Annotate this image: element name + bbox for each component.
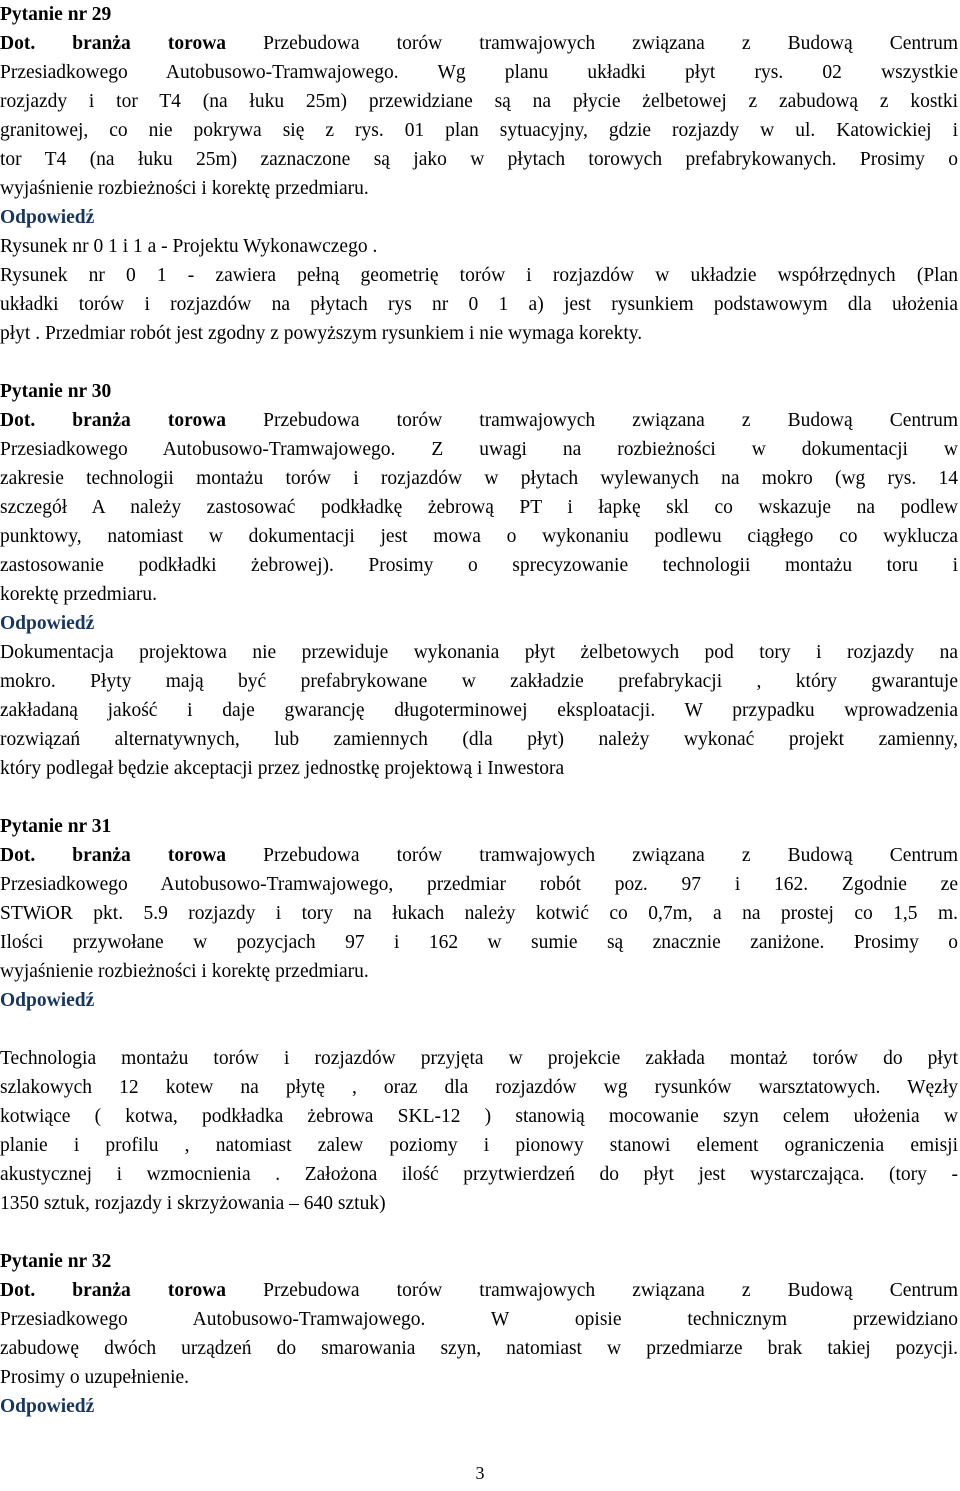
lines-line — [0, 928, 958, 957]
line-text: szlakowych 12 kotew na płytę , oraz dla rozjazdów wg rysunków warsztatowych. Węzły — [0, 1077, 958, 1098]
line-text: Ilości przywołane w pozycjach 97 i 162 w sumie są znacznie zaniżone. Prosimy o — [0, 932, 958, 953]
line-text: Przesiadkowego Autobusowo-Tramwajowego. Wg planu układki płyt rys. 02 wszystkie — [0, 62, 958, 83]
line-text: zakresie technologii montażu torów i rozjazdów w płytach wylewanych na mokro (wg rys. 14 — [0, 468, 958, 489]
answer_lines-line — [0, 232, 958, 261]
line-text: rozjazdy i tor T4 (na łuku 25m) przewidziane są na płycie żelbetowej z zabudową z kostki — [0, 91, 958, 112]
lines-line — [0, 145, 958, 174]
lines-line — [0, 58, 958, 87]
answer_lines-line — [0, 1102, 958, 1131]
lines-line — [0, 1305, 958, 1334]
line-text: zabudowę dwóch urządzeń do smarowania szyn, natomiast w przedmiarze brak takiej pozycji. — [0, 1338, 958, 1359]
line-text: Przebudowa torów tramwajowych związana z Budową Centrum — [226, 410, 958, 431]
topic-label: Dot. branża torowa — [0, 33, 227, 54]
answer_lines-line — [0, 290, 958, 319]
line-text: mokro. Płyty mają być prefabrykowane w zakładzie prefabrykacji , który gwarantuje — [0, 671, 958, 692]
answer-label: Odpowiedź — [0, 613, 95, 634]
lines-line — [0, 1276, 958, 1305]
line-text: który podlegał będzie akceptacji przez jednostkę projektową i Inwestora — [0, 758, 565, 779]
line-text: punktowy, natomiast w dokumentacji jest mowa o wykonaniu podlewu ciągłego co wyklucza — [0, 526, 958, 547]
answer_lines-line — [0, 725, 958, 754]
lines-line — [0, 174, 958, 203]
topic-label: Dot. branża torowa — [0, 845, 227, 866]
lines-line — [0, 435, 958, 464]
lines-line — [0, 522, 958, 551]
question-heading: Pytanie nr 30 — [0, 381, 112, 402]
line-text: tor T4 (na łuku 25m) zaznaczone są jako w płytach torowych prefabrykowanych. Prosimy o — [0, 149, 958, 170]
answer-label: Odpowiedź — [0, 207, 95, 228]
line-text: Przebudowa torów tramwajowych związana z Budową Centrum — [226, 1280, 958, 1301]
line-text: rozwiązań alternatywnych, lub zamiennych (dla płyt) należy wykonać projekt zamienny, — [0, 729, 958, 750]
line-text: planie i profilu , natomiast zalew poziomy i pionowy stanowi element ograniczenia emisji — [0, 1135, 958, 1156]
lines-line — [0, 841, 958, 870]
lines-line — [0, 464, 958, 493]
line-text: korektę przedmiaru. — [0, 584, 158, 605]
lines-line — [0, 870, 958, 899]
lines-line — [0, 29, 958, 58]
page-number: 3 — [475, 1463, 485, 1483]
answer_lines-line — [0, 261, 958, 290]
lines-line — [0, 1334, 958, 1363]
answer_lines-line — [0, 638, 958, 667]
lines-line — [0, 87, 958, 116]
topic-label: Dot. branża torowa — [0, 1280, 227, 1301]
line-text: płyt . Przedmiar robót jest zgodny z powyższym rysunkiem i nie wymaga korekty. — [0, 323, 643, 344]
lines-line — [0, 957, 958, 986]
answer-label: Odpowiedź — [0, 1396, 95, 1417]
answer-label: Odpowiedź — [0, 990, 95, 1011]
lines-line — [0, 116, 958, 145]
line-text: wyjaśnienie rozbieżności i korektę przedmiaru. — [0, 961, 369, 982]
line-text: Rysunek nr 0 1 - zawiera pełną geometrię torów i rozjazdów w układzie współrzędnych (Plan — [0, 265, 958, 286]
line-text: układki torów i rozjazdów na płytach rys nr 0 1 a) jest rysunkiem podstawowym dla ułożenia — [0, 294, 958, 315]
lines-line — [0, 406, 958, 435]
spacer — [0, 783, 958, 812]
line-text: Przesiadkowego Autobusowo-Tramwajowego. Z uwagi na rozbieżności w dokumentacji w — [0, 439, 958, 460]
lines-line — [0, 493, 958, 522]
line-text: 1350 sztuk, rozjazdy i skrzyżowania – 640 sztuk) — [0, 1193, 386, 1214]
line-text: Przebudowa torów tramwajowych związana z Budową Centrum — [226, 33, 958, 54]
line-text: Technologia montażu torów i rozjazdów przyjęta w projekcie zakłada montaż torów do płyt — [0, 1048, 958, 1069]
question-heading: Pytanie nr 29 — [0, 4, 112, 25]
topic-label: Dot. branża torowa — [0, 410, 227, 431]
answer_lines-line — [0, 1073, 958, 1102]
answer_lines-line — [0, 1044, 958, 1073]
line-text: Dokumentacja projektowa nie przewiduje wykonania płyt żelbetowych pod tory i rozjazdy na — [0, 642, 958, 663]
line-text: wyjaśnienie rozbieżności i korektę przedmiaru. — [0, 178, 369, 199]
answer_lines-line — [0, 1189, 958, 1218]
line-text: Przesiadkowego Autobusowo-Tramwajowego, przedmiar robót poz. 97 i 162. Zgodnie ze — [0, 874, 958, 895]
question-heading: Pytanie nr 32 — [0, 1251, 112, 1272]
answer_lines-line — [0, 696, 958, 725]
question-heading: Pytanie nr 31 — [0, 816, 112, 837]
lines-line — [0, 899, 958, 928]
line-text: STWiOR pkt. 5.9 rozjazdy i tory na łukach należy kotwić co 0,7m, a na prostej co 1,5 m. — [0, 903, 958, 924]
lines-line — [0, 551, 958, 580]
line-text: Przesiadkowego Autobusowo-Tramwajowego. W opisie technicznym przewidziano — [0, 1309, 958, 1330]
spacer — [0, 1218, 958, 1247]
answer_lines-line — [0, 754, 958, 783]
line-text: zakładaną jakość i daje gwarancję długoterminowej eksploatacji. W przypadku wprowadzenia — [0, 700, 958, 721]
line-text: kotwiące ( kotwa, podkładka żebrowa SKL-12 ) stanowią mocowanie szyn celem ułożenia w — [0, 1106, 958, 1127]
line-text: zastosowanie podkładki żebrowej). Prosimy o sprecyzowanie technologii montażu toru i — [0, 555, 958, 576]
line-text: granitowej, co nie pokrywa się z rys. 01 plan sytuacyjny, gdzie rozjazdy w ul. Katowickiej i — [0, 120, 958, 141]
answer_lines-line — [0, 667, 958, 696]
line-text: Prosimy o uzupełnienie. — [0, 1367, 190, 1388]
line-text: Przebudowa torów tramwajowych związana z Budową Centrum — [226, 845, 958, 866]
answer_lines-line — [0, 1160, 958, 1189]
spacer — [0, 348, 958, 377]
lines-line — [0, 580, 958, 609]
answer_lines-line — [0, 1131, 958, 1160]
spacer — [0, 1015, 958, 1044]
answer_lines-line — [0, 319, 958, 348]
line-text: szczegół A należy zastosować podkładkę żebrową PT i łapkę skl co wskazuje na podlew — [0, 497, 958, 518]
line-text: akustycznej i wzmocnienia . Założona ilość przytwierdzeń do płyt jest wystarczająca. (tory - — [0, 1164, 958, 1185]
line-text: Rysunek nr 0 1 i 1 a - Projektu Wykonawczego . — [0, 236, 378, 257]
lines-line — [0, 1363, 958, 1392]
